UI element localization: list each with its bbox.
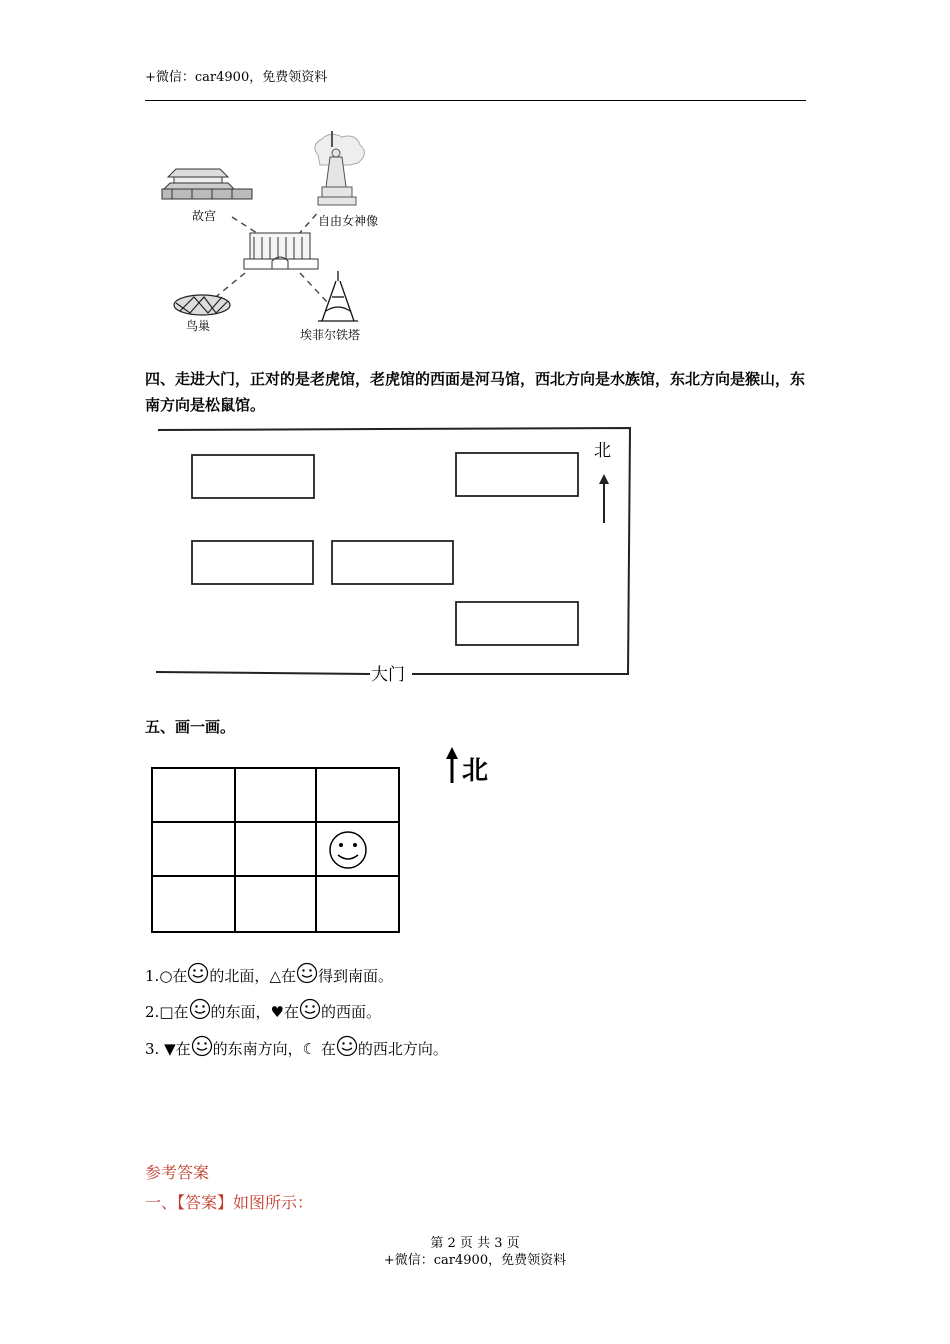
down-triangle-symbol: ▼ bbox=[164, 1040, 176, 1058]
smiley-icon bbox=[189, 998, 211, 1020]
text-fragment: 的西面。 bbox=[321, 1003, 382, 1021]
zoo-gate-label: 大门 bbox=[371, 665, 405, 685]
line-number: 3. bbox=[145, 1040, 160, 1058]
drawing-grid bbox=[150, 765, 405, 937]
line-number: 2. bbox=[145, 1003, 160, 1021]
zoo-box-southeast bbox=[456, 602, 578, 645]
answers-title: 参考答案 bbox=[145, 1163, 210, 1182]
heart-symbol: ♥ bbox=[270, 1003, 284, 1021]
zoo-map bbox=[150, 420, 635, 685]
q5-north-label: 北 bbox=[462, 756, 489, 786]
text-fragment: 在 bbox=[283, 1003, 299, 1021]
text-fragment: 的西北方向。 bbox=[357, 1040, 448, 1058]
smiley-icon bbox=[296, 962, 318, 984]
smiley-icon bbox=[191, 1035, 213, 1057]
text-fragment: 在 bbox=[173, 1003, 189, 1021]
circle-symbol: ○ bbox=[159, 967, 173, 985]
eiffel-image bbox=[318, 271, 358, 321]
moon-symbol: ☾ bbox=[302, 1040, 317, 1058]
text-fragment: 在 bbox=[175, 1040, 191, 1058]
smiley-icon bbox=[187, 962, 209, 984]
gugong-label: 故宫 bbox=[192, 209, 217, 223]
triangle-symbol: △ bbox=[269, 967, 281, 985]
q5-line-1 bbox=[145, 962, 393, 986]
q5-north-indicator bbox=[440, 745, 500, 787]
niaochao-label: 鸟巢 bbox=[186, 319, 211, 333]
landmark-diagram bbox=[150, 125, 410, 350]
smiley-icon bbox=[330, 832, 366, 868]
text-fragment: 在 bbox=[280, 967, 296, 985]
smiley-icon bbox=[299, 998, 321, 1020]
text-fragment: 的东南方向， bbox=[212, 1040, 303, 1058]
square-symbol: □ bbox=[159, 1003, 174, 1021]
niaochao-image bbox=[174, 295, 230, 315]
gugong-image bbox=[162, 169, 252, 199]
answers-first: 一、【答案】如图所示： bbox=[145, 1193, 314, 1212]
text-fragment: 在 bbox=[320, 1040, 336, 1058]
eiffel-label: 埃菲尔铁塔 bbox=[300, 328, 361, 342]
zoo-box-northwest bbox=[192, 455, 314, 498]
question-5-title: 五、画一画。 bbox=[145, 718, 236, 736]
text-fragment: 在 bbox=[172, 967, 188, 985]
text-fragment: 的北面， bbox=[209, 967, 270, 985]
zoo-box-west bbox=[192, 541, 313, 584]
footer-page-number: 第 2 页 共 3 页 bbox=[430, 1236, 520, 1251]
question-4-text: 四、走进大门，正对的是老虎馆，老虎馆的西面是河马馆，西北方向是水族馆，东北方向是猴山，东南方向是松鼠馆。 bbox=[145, 370, 806, 414]
text-fragment: 得到南面。 bbox=[318, 967, 394, 985]
line-number: 1. bbox=[145, 967, 160, 985]
footer-wechat: +微信：car4900，免费领资料 bbox=[383, 1253, 567, 1268]
q5-line-2 bbox=[145, 998, 381, 1022]
q5-line-3 bbox=[145, 1035, 448, 1059]
text-fragment: 的东面， bbox=[210, 1003, 271, 1021]
zoo-north-label: 北 bbox=[594, 441, 611, 461]
center-building-image bbox=[244, 233, 318, 269]
liberty-image bbox=[315, 131, 365, 205]
header-divider bbox=[145, 100, 806, 101]
liberty-label: 自由女神像 bbox=[318, 214, 379, 228]
header-text: +微信：car4900，免费领资料 bbox=[145, 70, 328, 85]
smiley-icon bbox=[336, 1035, 358, 1057]
zoo-box-northeast bbox=[456, 453, 578, 496]
zoo-box-center bbox=[332, 541, 453, 584]
